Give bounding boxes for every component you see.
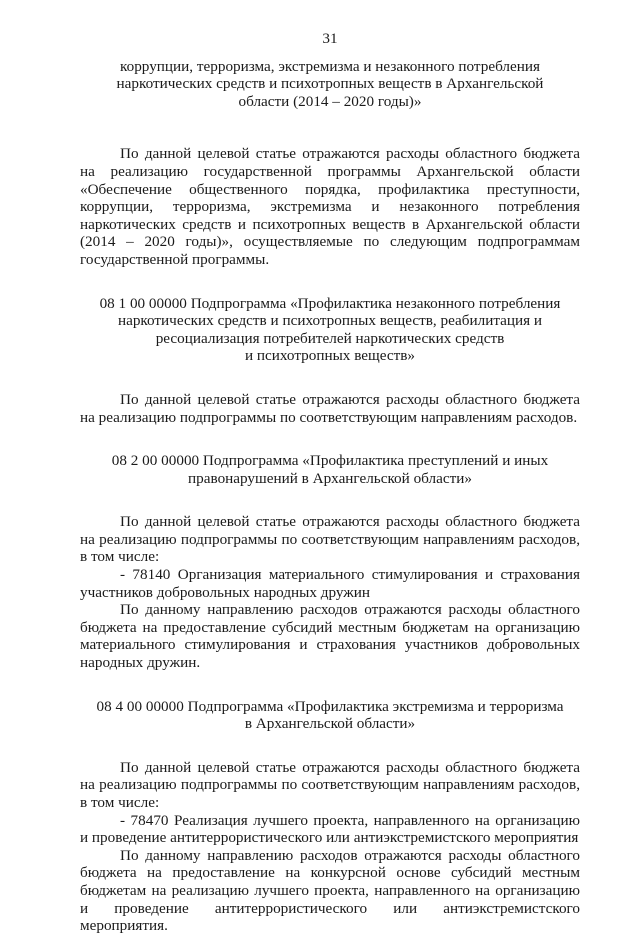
page-number: 31 (322, 30, 338, 47)
heading-line: 08 4 00 00000 Подпрограмма «Профилактика экстремизма и терроризма (96, 697, 564, 715)
program-description: По данной целевой статье отражаются расходы областного бюджета на реализацию государственной программы Архангельской области «Обеспечение общественного порядка, профилактика преступности, коррупции, терроризма, экстремизма и незаконного потребления наркотических средств и психотропных веществ в Архангельской области (2014 – 2020 годы)», осуществляемые по следующим подпрограммам государственной программы. (80, 145, 580, 268)
expense-direction-78470-description: По данному направлению расходов отражаются расходы областного бюджета на предоставление на конкурсной основе субсидий местным бюджетам на реализацию лучшего проекта, направленного на организацию и проведение антитеррористического или антиэкстремистского мероприятия. (80, 846, 580, 935)
heading-line: 08 2 00 00000 Подпрограмма «Профилактика преступлений и иных (111, 452, 549, 470)
expense-direction-78470: - 78470 Реализация лучшего проекта, направленного на организацию и проведение антитеррористического или антиэкстремистского мероприятия (80, 811, 580, 847)
heading-line: в Архангельской области» (244, 715, 416, 733)
heading-line: наркотических средств и психотропных веществ в Архангельской (116, 75, 544, 93)
heading-line: области (2014 – 2020 годы)» (238, 92, 422, 110)
heading-line: правонарушений в Архангельской области» (188, 469, 472, 487)
program-title-continuation (80, 58, 580, 111)
document-page (80, 30, 580, 935)
subprogram-08-2-heading (80, 452, 580, 487)
heading-line: 08 1 00 00000 Подпрограмма «Профилактика незаконного потребления (99, 294, 561, 312)
heading-line: ресоциализация потребителей наркотических средств (155, 329, 505, 347)
subprogram-08-2-description: По данной целевой статье отражаются расходы областного бюджета на реализацию подпрограммы по соответствующим направлениям расходов, в том числе: (80, 513, 580, 566)
heading-line: наркотических средств и психотропных веществ, реабилитация и (117, 312, 543, 330)
subprogram-08-4-description: По данной целевой статье отражаются расходы областного бюджета на реализацию подпрограммы по соответствующим направлениям расходов, в том числе: (80, 758, 580, 811)
subprogram-08-1-heading (80, 295, 580, 365)
heading-line: и психотропных веществ» (245, 347, 415, 365)
expense-direction-78140-description: По данному направлению расходов отражаются расходы областного бюджета на предоставление субсидий местным бюджетам на организацию материального стимулирования и страхования участников добровольных народных дружин. (80, 601, 580, 672)
subprogram-08-1-description: По данной целевой статье отражаются расходы областного бюджета на реализацию подпрограммы по соответствующим направлениям расходов. (80, 390, 580, 426)
subprogram-08-4-heading (80, 698, 580, 733)
expense-direction-78140: - 78140 Организация материального стимулирования и страхования участников добровольных народных дружин (80, 566, 580, 601)
heading-line: коррупции, терроризма, экстремизма и незаконного потребления (120, 57, 540, 75)
